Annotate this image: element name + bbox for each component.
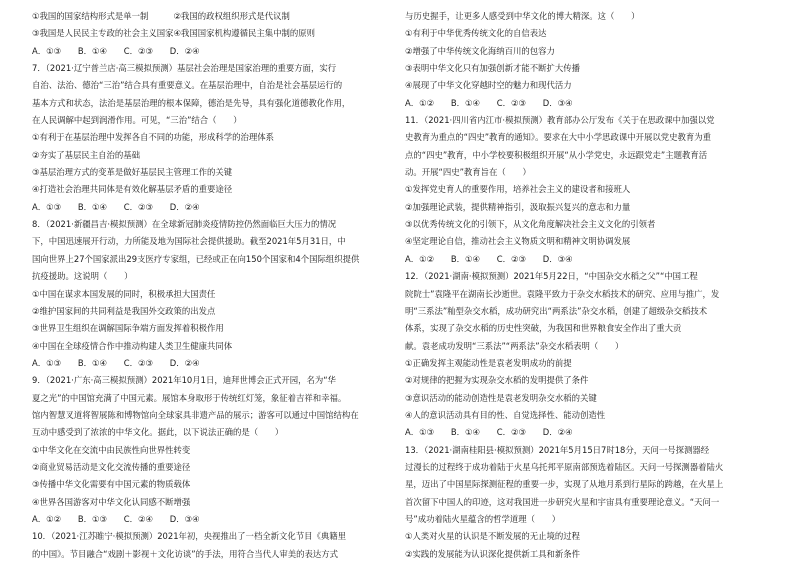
text-line: 8．（2021·新疆昌吉·模拟预测）在全球新冠肺炎疫情防控仍然面临巨大压力的情况 [32, 219, 337, 230]
right-column [405, 8, 777, 563]
text-line: ②实践的发展能为认识深化提供新工具和新条件 [405, 548, 581, 559]
text-line: 动。开展“四史”教育旨在（ ） [405, 167, 531, 178]
text-line: ④展现了中华文化穿越时空的魅力和现代活力 [405, 80, 572, 91]
text-line: ①我国的国家结构形式是单一制 ②我国的政权组织形式是代议制 [32, 11, 290, 21]
text-line: 互动中感受到了浓浓的中华文化。据此，以下说法正确的是（ ） [32, 427, 284, 438]
text-line: ④中国在全球疫情合作中推动构建人类卫生健康共同体 [32, 340, 233, 351]
text-line: ③以优秀传统文化的引领下，从文化角度解决社会主义文化的引领者 [405, 219, 656, 230]
text-line: 馆内智慧叉道将智展陈和博物馆向全球家具非遗产品的展示；游客可以通过中国馆结构在 [32, 409, 359, 420]
text-line: A．①③ B．①④ C．②③ D．②④ [405, 427, 573, 438]
text-line: ①发挥党史育人的重要作用，培养社会主义的建设者和接班人 [405, 184, 631, 195]
text-line: ①有利于在基层治理中发挥各自不同的功能，形成科学的治理体系 [32, 132, 275, 143]
text-line: 13．（2021·湖南桂阳县·模拟预测）2021年5月15日7时18分，天问一号探测器经 [405, 444, 710, 455]
text-line: 与历史握手，让更多人感受到中华文化的博大精深。这（ ） [405, 11, 640, 21]
text-line: A．①② B．①④ C．②③ D．③④ [405, 97, 573, 108]
text-line: 基本方式和状态，法治是基层治理的根本保障，德治是先导，具有强化道德教化作用， [32, 97, 351, 108]
text-line: 9．（2021·广东·高三模拟预测）2021年10月1日，迪拜世博会正式开园，名为“华 [32, 375, 336, 386]
text-line: 献。袁老成功发明“三系法”“两系法”杂交水稻表明（ ） [405, 340, 624, 351]
text-line: 点的“四史”教育，中小学校要积极组织开展“从小学党史，永远跟党走”主题教育活 [405, 149, 708, 160]
text-line: 10．（2021·江苏睢宁·模拟预测）2021年初，央视推出了一档全新文化节目《典籍里 [32, 531, 347, 542]
text-line: 星，迈出了中国星际探测征程的重要一步，实现了从地月系到行星际的跨越，在火星上 [405, 479, 724, 490]
text-line: 体系，实现了杂交水稻的历史性突破，为我国和世界粮食安全作出了重大贡 [405, 323, 682, 334]
text-line: A．①③ B．①④ C．②③ D．②④ [32, 357, 200, 368]
text-line: ④人的意识活动具有目的性、自觉选择性、能动创造性 [405, 409, 606, 420]
text-line: A．①② B．①③ C．②④ D．③④ [32, 513, 200, 524]
text-line: 国向世界上27个国家派出29支医疗专家组，已经或正在向150个国家和4个国际组织提供 [32, 253, 360, 264]
text-line: 首次留下中国人的印迹，这对我国进一步研究火星和宇宙具有重要理论意义。“天问一 [405, 496, 720, 507]
text-line: 下，中国迅速展开行动，力所能及地为国际社会提供援助。截至2021年5月31日，中 [32, 236, 346, 247]
text-line: ①有利于中华优秀传统文化的自信表达 [405, 28, 547, 39]
text-line: ④世界各国游客对中华文化认同感不断增强 [32, 496, 191, 507]
text-line: ①正确发挥主观能动性是袁老发明成功的前提 [405, 357, 572, 368]
text-line: A．①② B．①④ C．②③ D．③④ [405, 253, 573, 264]
text-line: 明“三系法”籼型杂交水稻，成功研究出“两系法”杂交水稻，创建了超级杂交稻技术 [405, 305, 708, 316]
text-line: 12．（2021·湖南·模拟预测）2021年5月22日，“中国杂交水稻之父”“中国工程 [405, 271, 698, 282]
text-line: ③表明中华文化只有加强创新才能不断扩大传播 [405, 63, 581, 74]
text-line: ②增强了中华传统文化海纳百川的包容力 [405, 45, 555, 56]
text-line: 抗疫援助。这说明（ ） [32, 271, 133, 282]
text-line: ④打造社会治理共同体是有效化解基层矛盾的重要途径 [32, 184, 233, 195]
text-line: ③世界卫生组织在调解国际争端方面发挥着积极作用 [32, 323, 224, 334]
text-line: ③传播中华文化需要有中国元素的物质载体 [32, 479, 191, 490]
text-line: 的中国》。节目融合“戏剧＋影视＋文化访谈”的手法，用符合当代人审美的表达方式 [32, 548, 338, 559]
text-line: ②夯实了基层民主自治的基础 [32, 149, 141, 160]
text-line: ③意识活动的能动创造性是袁老发明杂交水稻的关键 [405, 392, 597, 403]
text-line: 在人民调解中起到润滑作用。可见，“三治”结合（ ） [32, 115, 242, 126]
text-line: ④坚定理论自信，推动社会主义物质文明和精神文明协调发展 [405, 236, 631, 247]
text-line: 过漫长的过程终于成功着陆于火星乌托邦平原南部预选着陆区。天问一号探测器着陆火 [405, 461, 724, 472]
text-line: 11．（2021·四川省内江市·模拟预测）教育部办公厅发布《关于在思政课中加强以党 [405, 115, 715, 126]
text-line: ①中华文化在交流中由民族性向世界性转变 [32, 444, 191, 455]
text-line: ②维护国家间的共同利益是我国外交政策的出发点 [32, 305, 216, 316]
text-line: A．①③ B．①④ C．②③ D．②④ [32, 201, 200, 212]
text-line: ②加强理论武装，提供精神指引，汲取振兴复兴的意志和力量 [405, 201, 631, 212]
text-line: 史教育为重点的“四史”教育的通知》。要求在大中小学思政课中开展以党史教育为重 [405, 132, 711, 143]
text-line: ①人类对火星的认识是不断发展的无止境的过程 [405, 531, 581, 542]
left-column [32, 8, 382, 563]
text-line: 号”成功着陆火星蕴含的哲学道理（ ） [405, 513, 561, 524]
text-line: 自治、法治、德治“三治”结合具有重要意义。在基层治理中，自治是社会基层运行的 [32, 80, 343, 91]
text-line: A．①③ B．①④ C．②③ D．②④ [32, 45, 200, 56]
text-line: ①中国在谋求本国发展的同时，积极承担大国责任 [32, 288, 216, 299]
text-line: ②商业贸易活动是文化交流传播的重要途径 [32, 461, 191, 472]
text-line: 7．（2021·辽宁普兰店·高三模拟预测）基层社会治理是国家治理的重要方面，实行 [32, 63, 337, 74]
text-line: ③我国是人民民主专政的社会主义国家④我国国家机构遵循民主集中制的原则 [32, 28, 316, 39]
text-line: ②对规律的把握为实现杂交水稻的发明提供了条件 [405, 375, 589, 386]
text-line: 夏之光”的中国馆充满了中国元素。展馆本身取形于传统红灯笼，象征着吉祥和幸福。 [32, 392, 347, 403]
text-line: ③基层治理方式的变革是做好基层民主管理工作的关键 [32, 167, 233, 178]
text-line: 院院士”袁隆平在湖南长沙逝世。袁隆平致力于杂交水稻技术的研究、应用与推广，发 [405, 288, 720, 299]
